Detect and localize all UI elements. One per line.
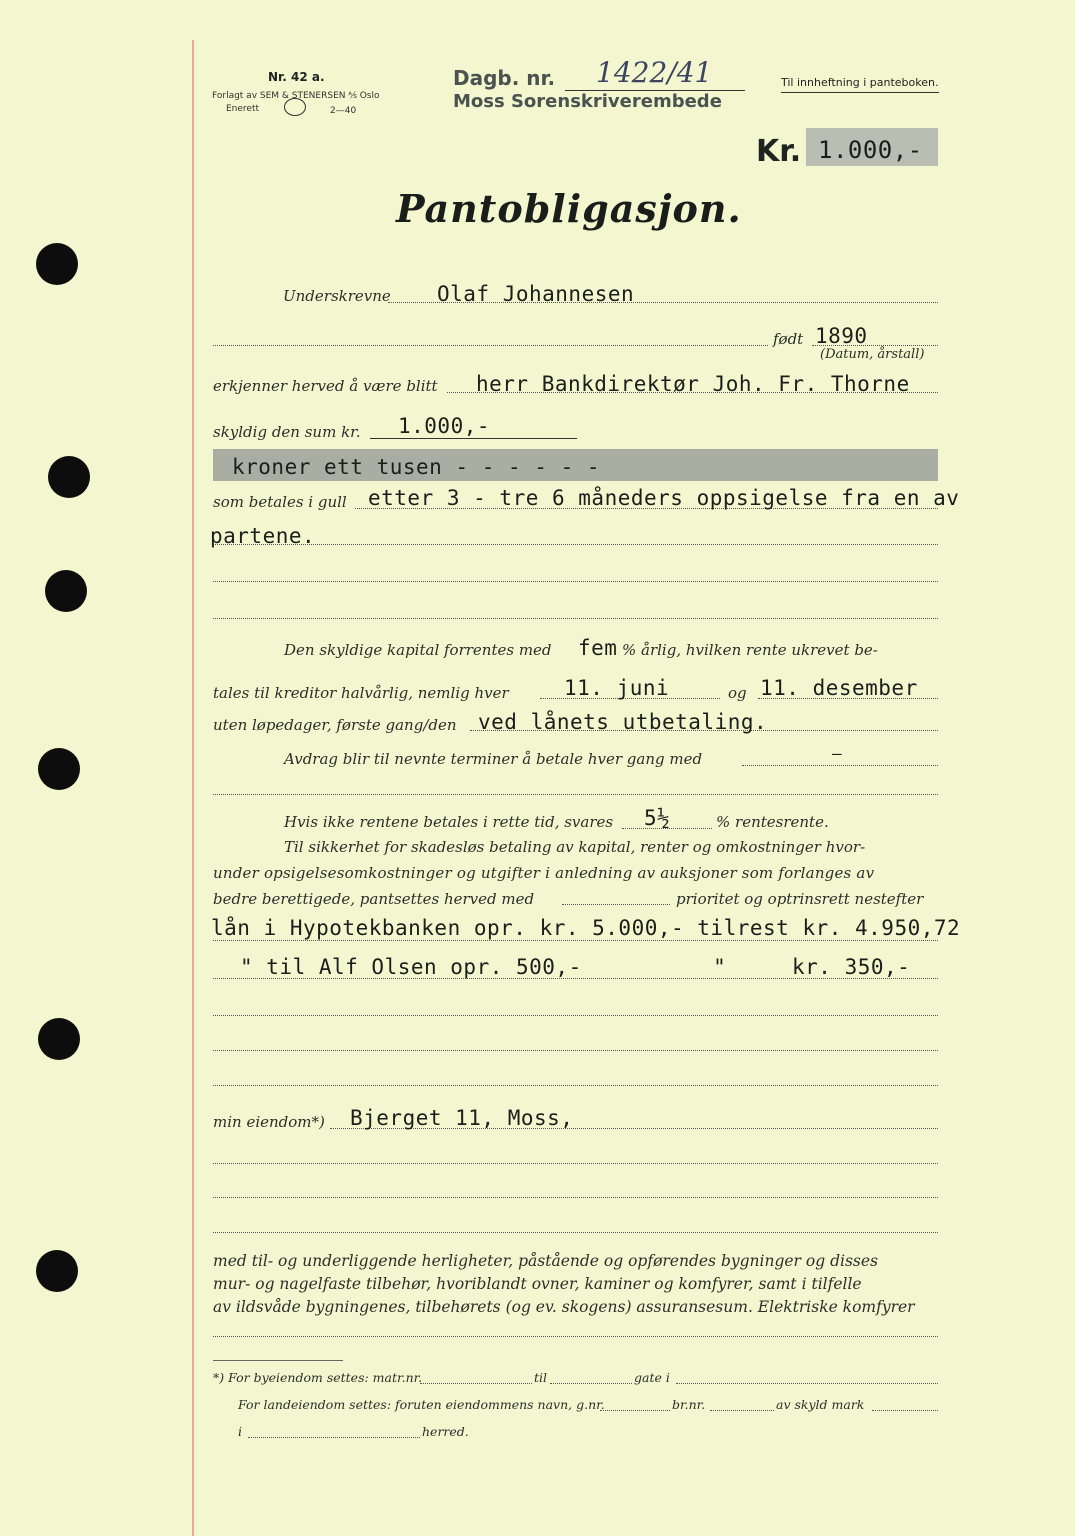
- footnote-3b: herred.: [422, 1424, 469, 1439]
- born-label: født: [773, 330, 804, 348]
- dagb-value: 1422/41: [596, 56, 713, 89]
- binding-note-underline: [781, 92, 939, 93]
- punch-hole: [36, 243, 78, 285]
- prior-claim-1: lån i Hypotekbanken opr. kr. 5.000,- tilrest kr. 4.950,72: [211, 916, 961, 940]
- penalty-text: Hvis ikke rentene betales i rette tid, svares: [284, 813, 614, 831]
- address-dots: [213, 345, 768, 346]
- undersigned-label: Underskrevne: [283, 287, 391, 305]
- punch-hole: [38, 1018, 80, 1060]
- undersigned-value: Olaf Johannesen: [437, 282, 635, 306]
- publisher-logo-icon: [284, 98, 306, 116]
- footnote-1c: gate i: [634, 1370, 670, 1385]
- penalty-rate: 5½: [644, 806, 671, 830]
- prior1-dots: [213, 940, 938, 941]
- binding-note: Til innheftning i panteboken.: [781, 76, 939, 89]
- interest-text-1: Den skyldige kapital forrentes med: [284, 641, 552, 659]
- born-value: 1890: [815, 324, 868, 348]
- payment-label: som betales i gull: [213, 493, 347, 511]
- blank-dots-5: [213, 1085, 938, 1086]
- security-line-3: bedre berettigede, pantsettes herved med: [213, 890, 535, 908]
- blank-dots-1: [213, 581, 938, 582]
- avdrag-dots: [742, 765, 938, 766]
- footnote-dots-3: [676, 1383, 938, 1384]
- priority-dots: [562, 904, 670, 905]
- footnote-dots-5: [710, 1410, 774, 1411]
- footnote-3a: i: [238, 1424, 242, 1439]
- closing-dots: [213, 1336, 938, 1337]
- creditor-value: herr Bankdirektør Joh. Fr. Thorne: [476, 372, 910, 396]
- blank-dots-6: [213, 1163, 938, 1164]
- page-title: Pantobligasjon.: [396, 186, 742, 231]
- punch-hole: [45, 570, 87, 612]
- security-line-2: under opsigelsesomkostninger og utgifter i anledning av auksjoner som forlanges av: [213, 864, 875, 882]
- sum-underline: [370, 438, 577, 439]
- blank-dots-2: [213, 618, 938, 619]
- footnote-2b: br.nr.: [672, 1397, 706, 1412]
- blank-dots-4: [213, 1050, 938, 1051]
- interest-text-2: tales til kreditor halvårlig, nemlig hver: [213, 684, 509, 702]
- publisher-enerett: Enerett: [226, 104, 260, 114]
- prior-claim-2: " til Alf Olsen opr. 500,- " kr. 350,-: [240, 955, 911, 979]
- punch-hole: [38, 748, 80, 790]
- office-name: Moss Sorenskriverembede: [453, 91, 722, 112]
- closing-line-1: med til- og underliggende herligheter, påstående og opførendes bygninger og disses: [213, 1252, 878, 1270]
- kr-label: Kr.: [756, 134, 802, 169]
- avdrag-dots-2: [213, 794, 938, 795]
- sum-label: skyldig den sum kr.: [213, 423, 361, 441]
- penalty-text-b: % rentesrente.: [716, 813, 829, 831]
- security-line-1: Til sikkerhet for skadesløs betaling av kapital, renter og omkostninger hvor-: [284, 838, 866, 856]
- footnote-1b: til: [534, 1370, 548, 1385]
- kr-value: 1.000,-: [818, 136, 923, 164]
- footnote-dots-4: [600, 1410, 670, 1411]
- creditor-label: erkjenner herved å være blitt: [213, 377, 438, 395]
- footnote-2c: av skyld mark: [776, 1397, 865, 1412]
- interest-og: og: [728, 684, 747, 702]
- footnote-rule: [213, 1360, 343, 1361]
- amount-words: kroner ett tusen - - - - - -: [232, 455, 601, 479]
- sum-value: 1.000,-: [398, 414, 491, 438]
- payment-value-2: partene.: [210, 524, 316, 548]
- footnote-1a: *) For byeiendom settes: matr.nr.: [213, 1370, 423, 1385]
- margin-rule: [192, 40, 194, 1536]
- punch-hole: [36, 1250, 78, 1292]
- interest-text-3: uten løpedager, første gang/den: [213, 716, 457, 734]
- interest-text-1b: % årlig, hvilken rente ukrevet be-: [622, 641, 878, 659]
- footnote-dots-7: [248, 1437, 420, 1438]
- closing-line-3: av ildsvåde bygningenes, tilbehørets (og ev. skogens) assuransesum. Elektriske komfyrer: [213, 1298, 915, 1316]
- punch-hole: [48, 456, 90, 498]
- property-label: min eiendom*): [213, 1113, 325, 1131]
- property-value: Bjerget 11, Moss,: [350, 1106, 574, 1130]
- publisher-line: Forlagt av SEM & STENERSEN ⅍ Oslo: [212, 91, 380, 101]
- security-line-3b: prioritet og optrinsrett nestefter: [676, 890, 924, 908]
- closing-line-2: mur- og nagelfaste tilbehør, hvoriblandt ovner, kaminer og komfyrer, samt i tilfelle: [213, 1275, 862, 1293]
- interest-first-value: ved lånets utbetaling.: [478, 710, 768, 734]
- interest-rate: fem: [578, 636, 618, 660]
- footnote-2a: For landeiendom settes: foruten eiendommens navn, g.nr.: [238, 1397, 605, 1412]
- footnote-dots-6: [872, 1410, 938, 1411]
- form-number: Nr. 42 a.: [268, 70, 325, 84]
- avdrag-value: —: [832, 744, 843, 763]
- dagb-label: Dagb. nr.: [453, 66, 556, 90]
- interest-date-1: 11. juni: [564, 676, 670, 700]
- footnote-dots-1: [420, 1383, 532, 1384]
- blank-dots-8: [213, 1232, 938, 1233]
- payment-value: etter 3 - tre 6 måneders oppsigelse fra en av: [368, 486, 960, 510]
- born-hint: (Datum, årstall): [820, 347, 925, 362]
- blank-dots-7: [213, 1197, 938, 1198]
- payment-dots-2: [213, 544, 938, 545]
- interest-date-2: 11. desember: [760, 676, 918, 700]
- blank-dots-3: [213, 1015, 938, 1016]
- footnote-dots-2: [550, 1383, 632, 1384]
- publisher-code: 2—40: [330, 106, 357, 116]
- avdrag-text: Avdrag blir til nevnte terminer å betale hver gang med: [284, 750, 703, 768]
